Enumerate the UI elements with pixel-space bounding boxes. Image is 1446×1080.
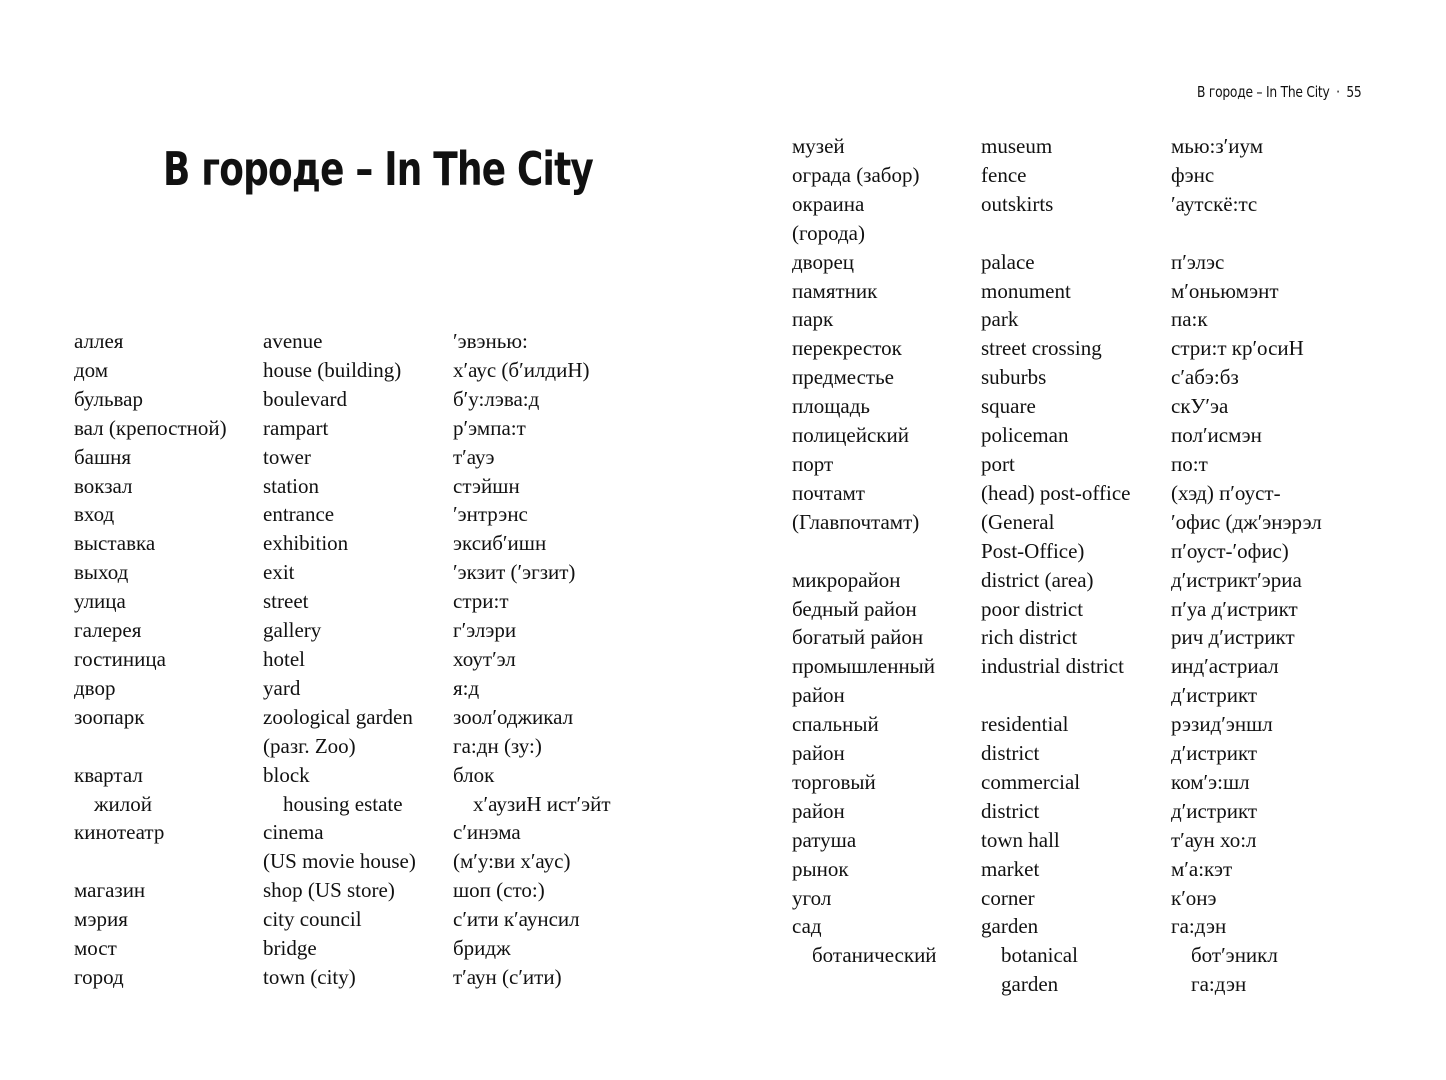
english-term: monument xyxy=(981,278,1071,303)
vocab-entry xyxy=(792,479,1446,508)
english-term: exhibition xyxy=(263,531,349,556)
transcription: ʹэвэнью: xyxy=(453,329,528,353)
english-term: (US movie house) xyxy=(263,849,416,874)
english-term: outskirts xyxy=(981,191,1054,216)
english-term: block xyxy=(263,762,310,787)
russian-term: аллея xyxy=(74,329,124,353)
vocab-entry xyxy=(74,385,734,414)
english-term xyxy=(981,681,1171,710)
transcription: рич дʹистрикт xyxy=(1171,625,1295,650)
transcription: полʹисмэн xyxy=(1171,423,1262,448)
transcription: я:д xyxy=(453,675,480,700)
english-term: Post-Office) xyxy=(981,538,1085,563)
transcription: дʹистрикт xyxy=(1171,741,1258,766)
right-page xyxy=(723,0,1446,1080)
transcription: бʹу:лэва:д xyxy=(453,386,540,411)
transcription: хʹаус (бʹилдиН) xyxy=(453,357,590,382)
english-term: street crossing xyxy=(981,336,1102,361)
english-term: avenue xyxy=(263,329,323,353)
vocab-entry xyxy=(792,884,1446,913)
transcription: блок xyxy=(453,762,495,787)
transcription: стри:т крʹосиН xyxy=(1171,336,1304,361)
russian-term: ограда (забор) xyxy=(792,162,920,187)
vocab-entry xyxy=(74,616,734,645)
vocab-entry xyxy=(74,414,734,443)
russian-term: почтамт xyxy=(792,480,865,505)
russian-term: мэрия xyxy=(74,907,128,932)
english-term: policeman xyxy=(981,423,1069,448)
russian-term: рынок xyxy=(792,856,849,881)
english-term: cinema xyxy=(263,820,324,845)
vocab-entry xyxy=(792,970,1446,999)
transcription: ботʹэникл xyxy=(1191,943,1278,968)
russian-term: промышленный xyxy=(792,654,936,679)
english-term: square xyxy=(981,394,1036,419)
vocab-entry xyxy=(792,739,1446,768)
english-term: city council xyxy=(263,907,362,932)
russian-term xyxy=(74,732,263,761)
russian-term: предместье xyxy=(792,365,894,390)
transcription: зоолʹоджикал xyxy=(453,704,574,729)
russian-term xyxy=(792,537,981,566)
english-term: district (area) xyxy=(981,567,1094,592)
vocab-entry xyxy=(792,363,1446,392)
transcription: ʹэнтрэнс xyxy=(453,502,528,527)
english-term: town hall xyxy=(981,827,1060,852)
russian-term: мост xyxy=(74,936,117,961)
transcription: па:к xyxy=(1171,307,1208,332)
english-term: housing estate xyxy=(283,791,403,816)
vocab-entry xyxy=(792,537,1446,566)
russian-term: зоопарк xyxy=(74,704,145,729)
running-title: В городе – In The City xyxy=(1197,83,1330,101)
russian-term: (города) xyxy=(792,220,865,245)
page-number: 55 xyxy=(1346,83,1362,101)
vocab-entry xyxy=(792,941,1446,970)
english-term: palace xyxy=(981,249,1035,274)
russian-term: спальный xyxy=(792,712,879,737)
english-term: shop (US store) xyxy=(263,878,395,903)
vocab-entry xyxy=(792,797,1446,826)
russian-term: сад xyxy=(792,914,822,939)
vocab-entry xyxy=(74,529,734,558)
vocab-entry xyxy=(74,472,734,501)
transcription: тʹаун хо:л xyxy=(1171,827,1257,852)
vocab-entry xyxy=(74,443,734,472)
russian-term: памятник xyxy=(792,278,878,303)
russian-term: вокзал xyxy=(74,473,133,498)
english-term: (head) post-office xyxy=(981,480,1131,505)
russian-term: перекресток xyxy=(792,336,902,361)
russian-term: дворец xyxy=(792,249,855,274)
russian-term: двор xyxy=(74,675,116,700)
russian-term: бульвар xyxy=(74,386,143,411)
vocab-entry xyxy=(792,566,1446,595)
russian-term: кинотеатр xyxy=(74,820,165,845)
transcription: ʹофис (джʹэнэрэл xyxy=(1171,509,1322,534)
vocab-entry xyxy=(792,334,1446,363)
vocab-entry xyxy=(792,277,1446,306)
english-term: rampart xyxy=(263,415,329,440)
russian-term: микрорайон xyxy=(792,567,901,592)
russian-term: жилой xyxy=(94,791,152,816)
russian-term: угол xyxy=(792,885,832,910)
russian-term: торговый xyxy=(792,769,876,794)
vocab-entry xyxy=(792,450,1446,479)
vocab-entry xyxy=(74,732,734,761)
transcription: сʹити кʹаунсил xyxy=(453,907,580,932)
running-head-separator: · xyxy=(1336,83,1340,101)
english-term xyxy=(981,219,1171,248)
vocab-entry xyxy=(74,905,734,934)
transcription: стэйшн xyxy=(453,473,520,498)
russian-term: музей xyxy=(792,134,845,158)
english-term: bridge xyxy=(263,936,317,961)
russian-term: район xyxy=(792,741,845,766)
russian-term: парк xyxy=(792,307,834,332)
transcription: пʹэлэс xyxy=(1171,249,1225,274)
vocab-entry xyxy=(792,219,1446,248)
transcription: индʹастриал xyxy=(1171,654,1279,679)
transcription: га:дн (зу:) xyxy=(453,733,542,758)
english-term: fence xyxy=(981,162,1027,187)
running-head xyxy=(1197,83,1361,101)
english-term: boulevard xyxy=(263,386,347,411)
vocab-entry xyxy=(792,305,1446,334)
english-term: district xyxy=(981,798,1040,823)
transcription: (мʹу:ви хʹаус) xyxy=(453,849,571,874)
russian-term xyxy=(74,847,263,876)
vocab-entry xyxy=(792,652,1446,681)
transcription: мʹа:кэт xyxy=(1171,856,1233,881)
russian-term: город xyxy=(74,964,124,989)
russian-term: магазин xyxy=(74,878,146,903)
transcription: кʹонэ xyxy=(1171,885,1217,910)
english-term: gallery xyxy=(263,618,322,643)
english-term: house (building) xyxy=(263,357,402,382)
english-term: market xyxy=(981,856,1040,881)
russian-term: галерея xyxy=(74,618,142,643)
transcription: стри:т xyxy=(453,589,509,614)
russian-term: дом xyxy=(74,357,109,382)
transcription: дʹистриктʹэриа xyxy=(1171,567,1302,592)
russian-term: вал (крепостной) xyxy=(74,415,227,440)
english-term: station xyxy=(263,473,319,498)
transcription: рʹэмпа:т xyxy=(453,415,526,440)
english-term: botanical xyxy=(1001,943,1078,968)
vocab-entry xyxy=(792,392,1446,421)
russian-term: район xyxy=(792,683,845,708)
transcription: пʹуа дʹистрикт xyxy=(1171,596,1298,621)
vocab-entry xyxy=(792,710,1446,739)
transcription: по:т xyxy=(1171,451,1208,476)
english-term: town (city) xyxy=(263,964,356,989)
english-term: (разг. Zoo) xyxy=(263,733,356,758)
vocab-entry xyxy=(792,421,1446,450)
russian-term: выход xyxy=(74,560,129,585)
english-term: garden xyxy=(1001,972,1059,997)
russian-term: (Главпочтамт) xyxy=(792,509,920,534)
vocab-entry xyxy=(74,327,734,356)
transcription: мью:зʹиум xyxy=(1171,134,1264,158)
transcription: тʹаун (сʹити) xyxy=(453,964,562,989)
english-term: museum xyxy=(981,134,1053,158)
vocab-entry xyxy=(792,508,1446,537)
russian-term: ратуша xyxy=(792,827,857,852)
english-term: street xyxy=(263,589,309,614)
english-term: park xyxy=(981,307,1019,332)
russian-term: квартал xyxy=(74,762,143,787)
english-term: (General xyxy=(981,509,1055,534)
vocab-entry xyxy=(74,558,734,587)
russian-term: район xyxy=(792,798,845,823)
russian-term: вход xyxy=(74,502,115,527)
transcription: тʹауэ xyxy=(453,444,495,469)
russian-term: выставка xyxy=(74,531,156,556)
transcription: гʹэлэри xyxy=(453,618,517,643)
transcription: сʹинэма xyxy=(453,820,521,845)
english-term: hotel xyxy=(263,646,305,671)
vocab-entry xyxy=(74,818,734,847)
vocab-entry xyxy=(74,934,734,963)
vocab-entry xyxy=(792,161,1446,190)
english-term: industrial district xyxy=(981,654,1124,679)
english-term: port xyxy=(981,451,1015,476)
english-term: corner xyxy=(981,885,1035,910)
english-term: yard xyxy=(263,675,301,700)
russian-term: окраина xyxy=(792,191,865,216)
russian-term xyxy=(792,970,981,999)
transcription: мʹоньюмэнт xyxy=(1171,278,1279,303)
english-term: suburbs xyxy=(981,365,1047,390)
vocab-entry xyxy=(792,768,1446,797)
english-term: commercial xyxy=(981,769,1081,794)
russian-term: гостиница xyxy=(74,646,166,671)
english-term: garden xyxy=(981,914,1039,939)
vocab-entry xyxy=(792,623,1446,652)
vocab-entry xyxy=(74,587,734,616)
english-term: poor district xyxy=(981,596,1084,621)
transcription: пʹоуст-ʹофис) xyxy=(1171,538,1289,563)
transcription: (хэд) пʹоуст- xyxy=(1171,480,1281,505)
vocab-entry xyxy=(792,190,1446,219)
vocab-entry xyxy=(792,681,1446,710)
english-term: zoological garden xyxy=(263,704,413,729)
transcription: шоп (сто:) xyxy=(453,878,545,903)
russian-term: башня xyxy=(74,444,132,469)
transcription: ʹаутскё:тс xyxy=(1171,191,1258,216)
transcription: ʹэкзит (ʹэгзит) xyxy=(453,560,576,585)
transcription xyxy=(1171,219,1446,248)
transcription: скУʹэа xyxy=(1171,394,1229,419)
vocab-entry xyxy=(74,963,734,992)
transcription: эксибʹишн xyxy=(453,531,547,556)
vocab-entry xyxy=(792,248,1446,277)
transcription: дʹистрикт xyxy=(1171,683,1258,708)
vocab-entry xyxy=(792,912,1446,941)
russian-term: порт xyxy=(792,451,834,476)
english-term: rich district xyxy=(981,625,1078,650)
transcription: га:дэн xyxy=(1171,914,1227,939)
english-term: exit xyxy=(263,560,295,585)
vocab-entry xyxy=(792,595,1446,624)
transcription: рэзидʹэншл xyxy=(1171,712,1273,737)
vocab-entry xyxy=(792,855,1446,884)
russian-term: богатый район xyxy=(792,625,924,650)
transcription: хʹаузиН истʹэйт xyxy=(473,791,611,816)
right-vocabulary-list xyxy=(792,132,1446,999)
vocab-entry xyxy=(74,645,734,674)
russian-term: полицейский xyxy=(792,423,909,448)
transcription: фэнс xyxy=(1171,162,1215,187)
vocab-entry xyxy=(74,674,734,703)
transcription: сʹабэ:бз xyxy=(1171,365,1239,390)
left-vocabulary-list xyxy=(74,327,734,992)
transcription: хоутʹэл xyxy=(453,646,516,671)
vocab-entry xyxy=(74,876,734,905)
english-term: tower xyxy=(263,444,311,469)
vocab-entry xyxy=(74,703,734,732)
russian-term: ботанический xyxy=(812,943,937,968)
english-term: entrance xyxy=(263,502,335,527)
vocab-entry xyxy=(792,826,1446,855)
russian-term: бедный район xyxy=(792,596,917,621)
transcription: комʹэ:шл xyxy=(1171,769,1250,794)
vocab-entry xyxy=(74,790,734,819)
transcription: бридж xyxy=(453,936,511,961)
russian-term: улица xyxy=(74,589,126,614)
vocab-entry xyxy=(792,132,1446,161)
transcription: дʹистрикт xyxy=(1171,798,1258,823)
english-term: residential xyxy=(981,712,1069,737)
english-term: district xyxy=(981,741,1040,766)
vocab-entry xyxy=(74,356,734,385)
chapter-title: В городе – In The City xyxy=(163,142,594,196)
vocab-entry xyxy=(74,761,734,790)
transcription: га:дэн xyxy=(1191,972,1247,997)
russian-term: площадь xyxy=(792,394,870,419)
vocab-entry xyxy=(74,500,734,529)
vocab-entry xyxy=(74,847,734,876)
